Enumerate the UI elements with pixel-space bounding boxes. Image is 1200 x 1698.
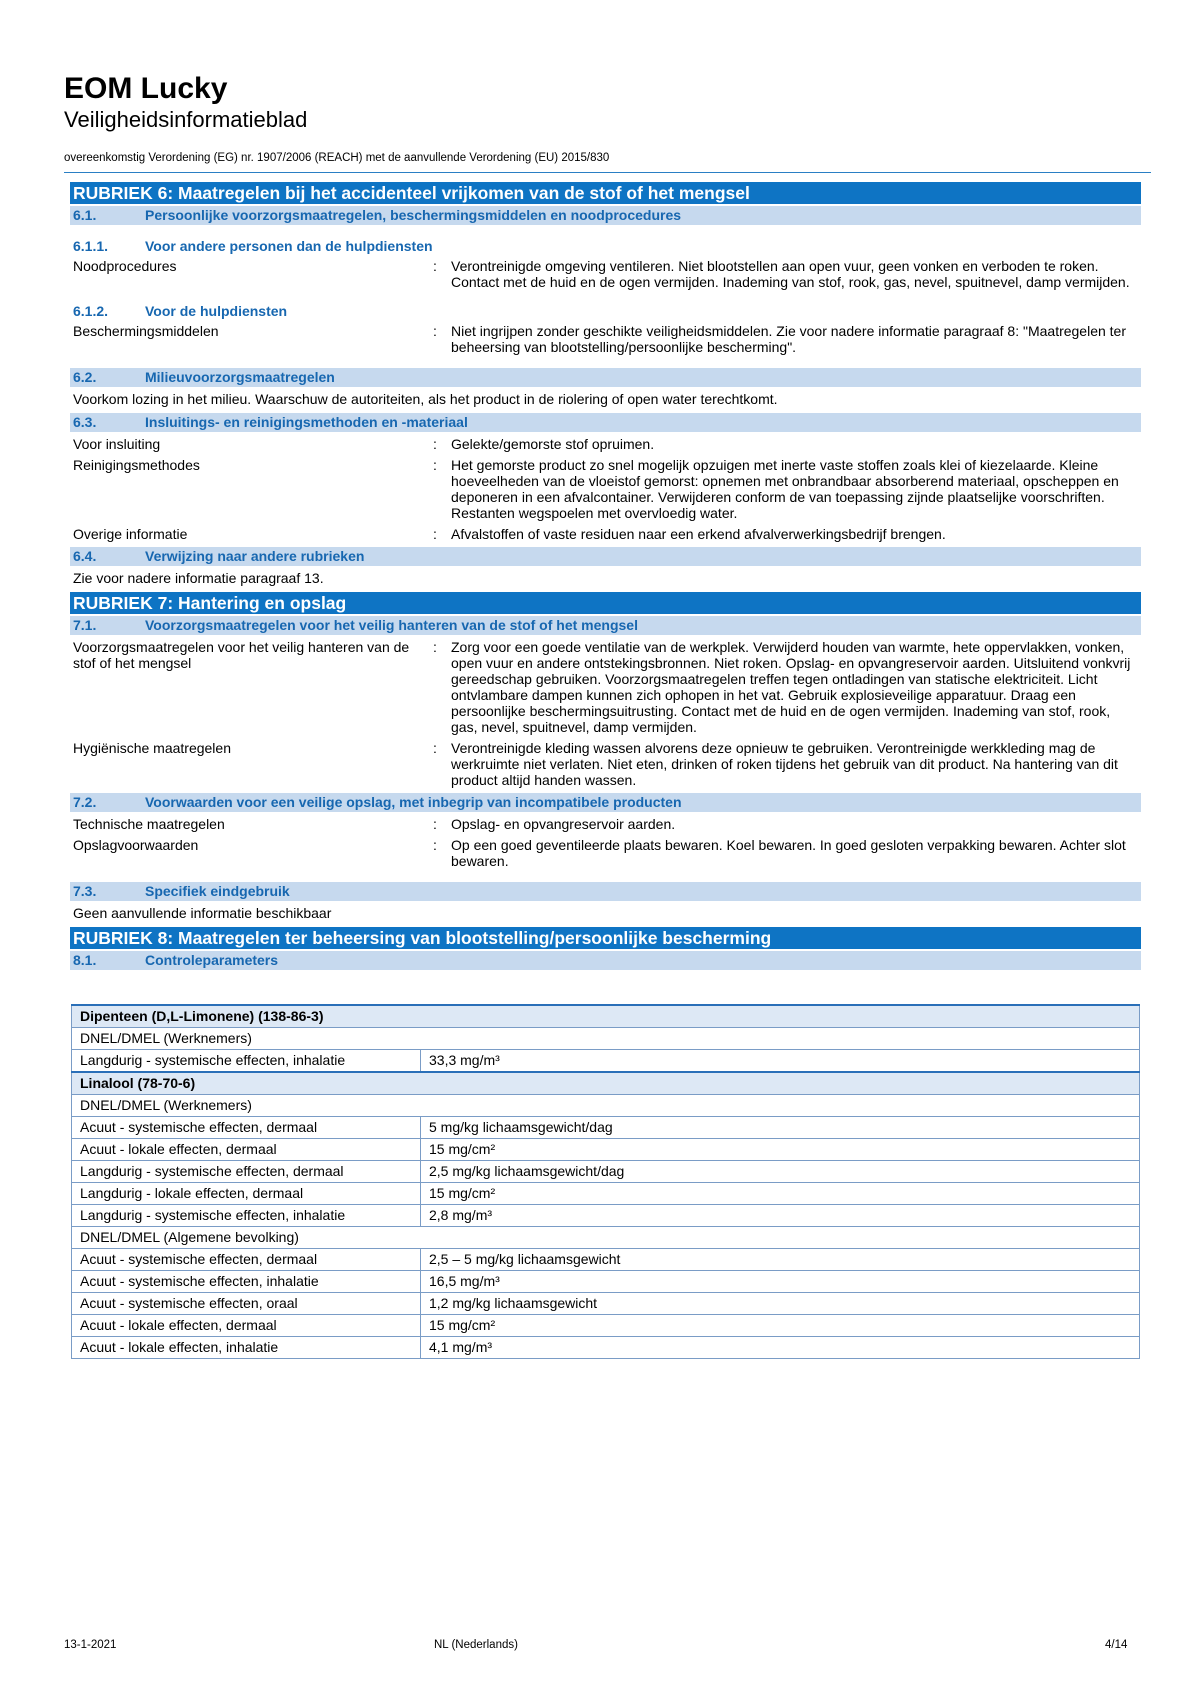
field-colon: : (433, 816, 437, 832)
subsection-title: Voor andere personen dan de hulpdiensten (145, 238, 433, 254)
field-label: Hygiënische maatregelen (73, 740, 231, 756)
table-row (72, 1249, 1140, 1271)
dnel-table (71, 1004, 1140, 1359)
field-value: Afvalstoffen of vaste residuen naar een erkend afvalverwerkingsbedrijf brengen. (451, 526, 946, 542)
table-group-header (72, 1227, 1140, 1249)
table-cell-value: 16,5 mg/m³ (421, 1271, 1140, 1293)
table-substance-header (72, 1005, 1140, 1028)
table-cell-value: 1,2 mg/kg lichaamsgewicht (421, 1293, 1140, 1315)
table-cell-parameter: Acuut - lokale effecten, dermaal (72, 1139, 421, 1161)
table-row (72, 1117, 1140, 1139)
section-6-3-rows (70, 436, 1141, 542)
subsection-number: 6.1.1. (73, 238, 109, 254)
section-title: Voorwaarden voor een veilige opslag, met inbegrip van incompatibele producten (145, 794, 682, 810)
substance-name: Linalool (78-70-6) (72, 1072, 1140, 1095)
group-label: DNEL/DMEL (Werknemers) (72, 1028, 1140, 1050)
regulation-line: overeenkomstig Verordening (EG) nr. 1907/2006 (REACH) met de aanvullende Verordening (EU) 2015/830 (64, 152, 610, 164)
table-cell-parameter: Langdurig - systemische effecten, dermaal (72, 1161, 421, 1183)
table-row (72, 1161, 1140, 1183)
table-group-header (72, 1095, 1140, 1117)
field-value: Gelekte/gemorste stof opruimen. (451, 436, 655, 452)
field-row (70, 816, 1141, 832)
table-cell-value: 2,8 mg/m³ (421, 1205, 1140, 1227)
group-label: DNEL/DMEL (Werknemers) (72, 1095, 1140, 1117)
section-title: Voorzorgsmaatregelen voor het veilig hanteren van de stof of het mengsel (145, 617, 638, 633)
table-row (72, 1050, 1140, 1073)
group-label: DNEL/DMEL (Algemene bevolking) (72, 1227, 1140, 1249)
field-label: Voor insluiting (73, 436, 161, 452)
field-colon: : (433, 526, 437, 542)
section-text: Geen aanvullende informatie beschikbaar (73, 905, 332, 921)
field-row (70, 457, 1141, 521)
header-divider (64, 172, 1151, 173)
field-colon: : (433, 436, 437, 452)
field-colon: : (433, 258, 437, 274)
section-6-3-heading (70, 413, 1141, 432)
footer-page-number: 4/14 (1105, 1639, 1128, 1651)
table-cell-parameter: Langdurig - lokale effecten, dermaal (72, 1183, 421, 1205)
section-7-2-heading (70, 793, 1141, 812)
table-cell-parameter: Langdurig - systemische effecten, inhalatie (72, 1050, 421, 1073)
section-6-1-heading (70, 206, 1141, 225)
section-7-1-rows (70, 639, 1141, 788)
section-text: Voorkom lozing in het milieu. Waarschuw de autoriteiten, als het product in de riolering of open water terechtkomt. (73, 391, 778, 407)
section-title: Insluitings- en reinigingsmethoden en -materiaal (145, 414, 468, 430)
field-colon: : (433, 457, 437, 473)
section-7-3-heading (70, 882, 1141, 901)
field-colon: : (433, 740, 437, 756)
section-number: 7.3. (73, 883, 97, 899)
field-label: Technische maatregelen (73, 816, 225, 832)
field-row (70, 639, 1141, 735)
field-value: Opslag- en opvangreservoir aarden. (451, 816, 676, 832)
field-row (70, 258, 1141, 290)
table-group-header (72, 1028, 1140, 1050)
section-number: 6.4. (73, 548, 97, 564)
section-number: 7.1. (73, 617, 97, 633)
table-cell-value: 5 mg/kg lichaamsgewicht/dag (421, 1117, 1140, 1139)
section-number: 8.1. (73, 952, 97, 968)
field-row (70, 436, 1141, 452)
section-8-1-heading (70, 951, 1141, 970)
footer-language: NL (Nederlands) (434, 1639, 518, 1651)
section-number: 6.1. (73, 207, 97, 223)
field-value: Verontreinigde omgeving ventileren. Niet blootstellen aan open vuur, geen vonken en verboden te roken. Contact met de huid en de ogen vermijden. Inademing van stof, rook, gas, nevel, spuitnevel, damp vermijden. (451, 258, 1130, 290)
subsection-6-1-1-heading (70, 237, 1141, 255)
section-7-1-heading (70, 616, 1141, 635)
table-cell-parameter: Acuut - systemische effecten, inhalatie (72, 1271, 421, 1293)
table-cell-parameter: Langdurig - systemische effecten, inhalatie (72, 1205, 421, 1227)
field-row (70, 837, 1141, 869)
field-value: Verontreinigde kleding wassen alvorens deze opnieuw te gebruiken. Verontreinigde werkkleding mag de werkruimte niet verlaten. Niet eten, drinken of roken tijdens het gebruik van dit product. Na hantering van dit product altijd handen wassen. (451, 740, 1118, 788)
subsection-title: Voor de hulpdiensten (145, 303, 288, 319)
field-label: Reinigingsmethodes (73, 457, 200, 473)
field-value: Op een goed geventileerde plaats bewaren. Koel bewaren. In goed gesloten verpakking bewaren. Achter slot bewaren. (451, 837, 1126, 869)
table-cell-value: 15 mg/cm² (421, 1139, 1140, 1161)
table-cell-value: 15 mg/cm² (421, 1315, 1140, 1337)
table-row (72, 1183, 1140, 1205)
field-value: Zorg voor een goede ventilatie van de werkplek. Verwijderd houden van warmte, hete oppervlakken, vonken, open vuur en andere ontstekingsbronnen. Niet roken. Opslag- en opvangreservoir aarden. Uitsluitend vonkvrij gereedschap gebruiken. Voorzorgsmaatregelen treffen tegen ontladingen van statische elektriciteit. Licht ontvlambare dampen kunnen zich ophopen in het vat. Gebruik explosieveilige apparatuur. Draag een persoonlijke beschermingsuitrusting. Contact met de huid en de ogen vermijden. Inademing van stof, rook, gas, nevel, spuitnevel, damp vermijden. (451, 639, 1131, 735)
table-cell-parameter: Acuut - systemische effecten, dermaal (72, 1249, 421, 1271)
table-row (72, 1315, 1140, 1337)
field-row (70, 526, 1141, 542)
table-cell-value: 33,3 mg/m³ (421, 1050, 1140, 1073)
field-value: Niet ingrijpen zonder geschikte veiligheidsmiddelen. Zie voor nadere informatie paragraaf 8: "Maatregelen ter beheersing van blootstelling/persoonlijke bescherming". (451, 323, 1127, 355)
footer-date: 13-1-2021 (64, 1639, 117, 1651)
product-title: EOM Lucky (64, 72, 228, 105)
table-cell-parameter: Acuut - systemische effecten, dermaal (72, 1117, 421, 1139)
table-row (72, 1293, 1140, 1315)
section-6-4-heading (70, 547, 1141, 566)
table-substance-header (72, 1072, 1140, 1095)
section-number: 6.3. (73, 414, 97, 430)
table-cell-value: 2,5 – 5 mg/kg lichaamsgewicht (421, 1249, 1140, 1271)
subsection-6-1-2-heading (70, 302, 1141, 320)
section-title: Persoonlijke voorzorgsmaatregelen, beschermingsmiddelen en noodprocedures (145, 207, 682, 223)
table-cell-value: 2,5 mg/kg lichaamsgewicht/dag (421, 1161, 1140, 1183)
field-label: Beschermingsmiddelen (73, 323, 219, 339)
field-value: Het gemorste product zo snel mogelijk opzuigen met inerte vaste stoffen zoals klei of kiezelaarde. Kleine hoeveelheden van de vloeistof gemorst: opnemen met onbrandbaar absorberend materiaal, opscheppen en deponeren in een afvalcontainer. Verwijderen conform de van toepassing zijnde plaatselijke voorschriften. Restanten wegspoelen met overvloedig water. (451, 457, 1119, 521)
rubriek-6-heading: RUBRIEK 6: Maatregelen bij het accidenteel vrijkomen van de stof of het mengsel (70, 182, 1141, 204)
rubriek-8-heading: RUBRIEK 8: Maatregelen ter beheersing van blootstelling/persoonlijke bescherming (70, 927, 1141, 949)
field-row (70, 323, 1141, 355)
field-colon: : (433, 639, 437, 655)
document-subtitle: Veiligheidsinformatieblad (64, 107, 308, 132)
field-label: Noodprocedures (73, 258, 177, 274)
field-label: Overige informatie (73, 526, 188, 542)
field-colon: : (433, 323, 437, 339)
rubriek-7-heading: RUBRIEK 7: Hantering en opslag (70, 592, 1141, 614)
field-row (70, 740, 1141, 788)
table-row (72, 1271, 1140, 1293)
substance-name: Dipenteen (D,L-Limonene) (138-86-3) (72, 1005, 1140, 1028)
section-title: Specifiek eindgebruik (145, 883, 290, 899)
document-content (70, 182, 1141, 1359)
table-cell-parameter: Acuut - systemische effecten, oraal (72, 1293, 421, 1315)
table-row (72, 1337, 1140, 1359)
section-7-2-rows (70, 816, 1141, 869)
section-text: Zie voor nadere informatie paragraaf 13. (73, 570, 324, 586)
section-title: Verwijzing naar andere rubrieken (145, 548, 365, 564)
table-row (72, 1139, 1140, 1161)
field-label: Opslagvoorwaarden (73, 837, 199, 853)
section-number: 6.2. (73, 369, 97, 385)
table-cell-value: 4,1 mg/m³ (421, 1337, 1140, 1359)
table-cell-value: 15 mg/cm² (421, 1183, 1140, 1205)
field-colon: : (433, 837, 437, 853)
section-title: Controleparameters (145, 952, 279, 968)
table-row (72, 1205, 1140, 1227)
section-number: 7.2. (73, 794, 97, 810)
section-6-2-heading (70, 368, 1141, 387)
table-cell-parameter: Acuut - lokale effecten, dermaal (72, 1315, 421, 1337)
subsection-number: 6.1.2. (73, 303, 109, 319)
section-title: Milieuvoorzorgsmaatregelen (145, 369, 335, 385)
table-cell-parameter: Acuut - lokale effecten, inhalatie (72, 1337, 421, 1359)
field-label: Voorzorgsmaatregelen voor het veilig hanteren van de stof of het mengsel (73, 639, 410, 671)
